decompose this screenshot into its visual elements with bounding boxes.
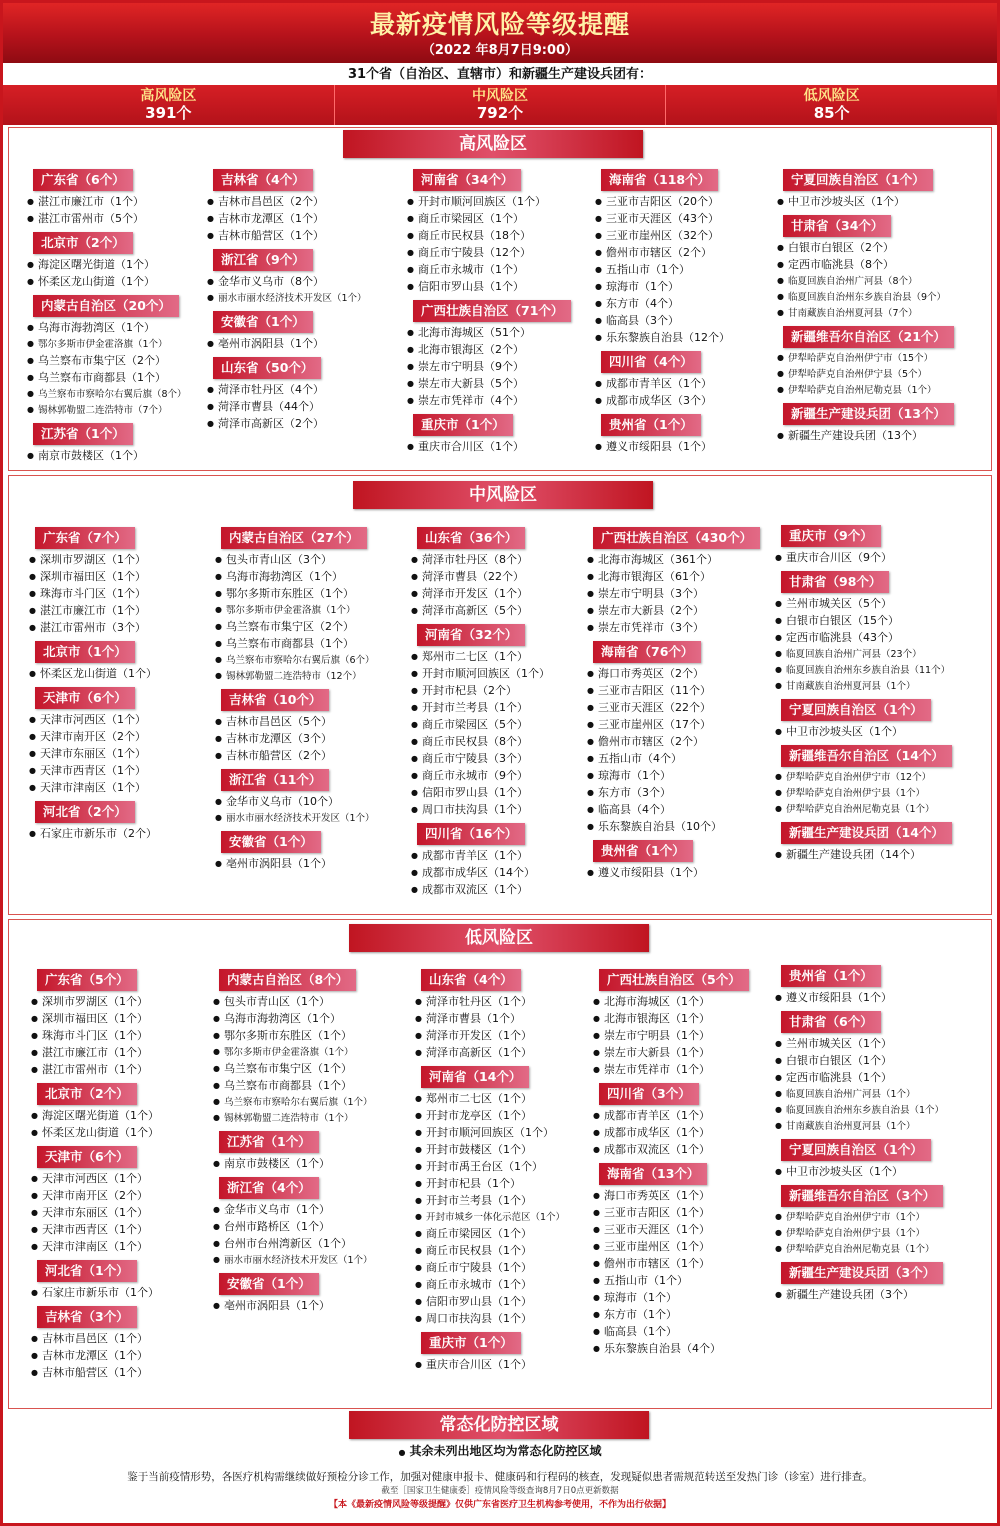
area-item: ● 吉林市船营区（1个）: [201, 228, 396, 245]
area-item: ● 白银市白银区（15个）: [769, 613, 991, 630]
area-item: ● 开封市龙亭区（1个）: [409, 1108, 587, 1125]
area-item: ● 重庆市合川区（9个）: [769, 550, 991, 567]
province-header: 河北省（2个）: [35, 801, 135, 823]
area-item: ● 五指山市（1个）: [589, 262, 765, 279]
area-item: ● 湛江市雷州市（3个）: [23, 620, 213, 637]
province-header: 内蒙古自治区（20个）: [33, 295, 179, 317]
area-item: ● 吉林市龙潭区（1个）: [201, 211, 396, 228]
area-item: ● 三亚市崖州区（17个）: [581, 717, 771, 734]
area-item: ● 成都市双流区（1个）: [587, 1142, 771, 1159]
area-item: ● 白银市白银区（1个）: [769, 1053, 991, 1070]
province-header: 新疆维吾尔自治区（3个）: [781, 1185, 943, 1207]
area-item: ● 乌兰察布市察哈尔右翼后旗（6个）: [209, 653, 409, 669]
area-item: ● 伊犁哈萨克自治州伊宁县（1个）: [769, 1226, 991, 1242]
area-item: ● 崇左市凭祥市（3个）: [581, 620, 771, 637]
area-item: ● 丽水市丽水经济技术开发区（1个）: [209, 811, 409, 827]
area-item: ● 湛江市廉江市（1个）: [21, 194, 211, 211]
area-item: ● 湛江市雷州市（5个）: [21, 211, 211, 228]
province-header: 四川省（4个）: [601, 351, 701, 373]
area-item: ● 中卫市沙坡头区（1个）: [771, 194, 991, 211]
count-label: 低风险区: [803, 88, 860, 104]
area-item: ● 信阳市罗山县（1个）: [409, 1294, 587, 1311]
area-item: ● 三亚市天涯区（22个）: [581, 700, 771, 717]
area-item: ● 遵义市绥阳县（1个）: [581, 865, 771, 882]
area-item: ● 商丘市民权县（18个）: [401, 228, 581, 245]
area-item: ● 三亚市天涯区（1个）: [587, 1222, 771, 1239]
area-item: ● 崇左市大新县（5个）: [401, 376, 581, 393]
province-header: 山东省（50个）: [213, 357, 321, 379]
area-item: ● 开封市兰考县（1个）: [409, 1193, 587, 1210]
area-item: ● 深圳市罗湖区（1个）: [25, 994, 213, 1011]
area-item: ● 伊犁哈萨克自治州尼勒克县（1个）: [769, 1242, 991, 1258]
mid-col-3: [405, 523, 585, 899]
area-item: ● 开封市禹王台区（1个）: [409, 1159, 587, 1176]
area-item: ● 新疆生产建设兵团（13个）: [771, 428, 991, 445]
area-item: ● 儋州市市辖区（2个）: [581, 734, 771, 751]
area-item: ● 锡林郭勒盟二连浩特市（1个）: [207, 1111, 417, 1127]
area-item: ● 开封市顺河回族区（1个）: [401, 194, 581, 211]
area-item: ● 丽水市丽水经济技术开发区（1个）: [207, 1253, 417, 1269]
province-header: 浙江省（4个）: [219, 1177, 319, 1199]
count-label: 高风险区: [140, 88, 197, 104]
count-label: 中风险区: [472, 88, 528, 104]
area-item: ● 琼海市（1个）: [589, 279, 765, 296]
area-item: ● 成都市成华区（1个）: [587, 1125, 771, 1142]
area-item: ● 乌兰察布市商都县（1个）: [207, 1078, 417, 1095]
area-item: ● 临夏回族自治州广河县（23个）: [769, 647, 991, 663]
area-item: ● 伊犁哈萨克自治州尼勒克县（1个）: [769, 802, 991, 818]
province-header: 海南省（76个）: [593, 641, 701, 663]
area-item: ● 鄂尔多斯市东胜区（1个）: [209, 586, 409, 603]
area-item: ● 临高县（4个）: [581, 802, 771, 819]
page-title: 最新疫情风险等级提醒: [369, 10, 630, 39]
area-item: ● 石家庄市新乐市（2个）: [23, 826, 213, 843]
area-item: ● 伊犁哈萨克自治州尼勒克县（1个）: [771, 383, 991, 399]
province-header: 北京市（2个）: [37, 1083, 137, 1105]
province-header: 广西壮族自治区（71个）: [413, 300, 571, 322]
area-item: ● 金华市义乌市（10个）: [209, 794, 409, 811]
area-item: ● 临夏回族自治州广河县（1个）: [769, 1087, 991, 1103]
province-header: 浙江省（9个）: [213, 249, 313, 271]
area-item: ● 东方市（3个）: [581, 785, 771, 802]
area-item: ● 三亚市吉阳区（11个）: [581, 683, 771, 700]
area-item: ● 遵义市绥阳县（1个）: [589, 439, 765, 456]
low-risk-section-title: 低风险区: [349, 924, 649, 952]
province-header: 江苏省（1个）: [33, 423, 133, 445]
area-item: ● 甘南藏族自治州夏河县（7个）: [771, 306, 991, 322]
area-item: ● 吉林市船营区（1个）: [25, 1365, 213, 1382]
province-header: 广东省（7个）: [35, 527, 135, 549]
area-item: ● 兰州市城关区（1个）: [769, 1036, 991, 1053]
area-item: ● 海口市秀英区（2个）: [581, 666, 771, 683]
high-col-3: [401, 165, 581, 456]
area-item: ● 琼海市（1个）: [581, 768, 771, 785]
mid-col-4: [581, 523, 771, 882]
area-item: ● 定西市临洮县（43个）: [769, 630, 991, 647]
area-item: ● 天津市东丽区（1个）: [23, 746, 213, 763]
province-header: 海南省（118个）: [601, 169, 718, 191]
low-col-2: [207, 965, 417, 1315]
mid-col-5: [769, 521, 991, 864]
area-item: ● 临夏回族自治州东乡族自治县（1个）: [769, 1103, 991, 1119]
area-item: ● 菏泽市牡丹区（1个）: [409, 994, 587, 1011]
area-item: ● 吉林市船营区（2个）: [209, 748, 409, 765]
area-item: ● 东方市（4个）: [589, 296, 765, 313]
province-header: 河南省（34个）: [413, 169, 521, 191]
area-item: ● 开封市兰考县（1个）: [405, 700, 585, 717]
area-item: ● 北海市银海区（61个）: [581, 569, 771, 586]
area-item: ● 乌兰察布市商都县（1个）: [209, 636, 409, 653]
province-header: 河北省（1个）: [37, 1260, 137, 1282]
mid-risk-section-title: 中风险区: [353, 481, 653, 509]
area-item: ● 怀柔区龙山街道（1个）: [21, 274, 211, 291]
province-header: 北京市（2个）: [33, 232, 133, 254]
area-item: ● 儋州市市辖区（2个）: [589, 245, 765, 262]
area-item: ● 崇左市宁明县（9个）: [401, 359, 581, 376]
area-item: ● 伊犁哈萨克自治州伊宁县（1个）: [769, 786, 991, 802]
area-item: ● 菏泽市高新区（5个）: [405, 603, 585, 620]
area-item: ● 乌兰察布市集宁区（2个）: [21, 353, 211, 370]
province-header: 重庆市（9个）: [781, 525, 881, 547]
area-item: ● 崇左市凭祥市（4个）: [401, 393, 581, 410]
area-item: ● 亳州市涡阳县（1个）: [209, 856, 409, 873]
high-col-1: [21, 165, 211, 465]
province-header: 安徽省（1个）: [213, 311, 313, 333]
area-item: ● 湛江市廉江市（1个）: [23, 603, 213, 620]
area-item: ● 鄂尔多斯市伊金霍洛旗（1个）: [209, 603, 409, 619]
area-item: ● 怀柔区龙山街道（1个）: [23, 666, 213, 683]
area-item: ● 三亚市崖州区（1个）: [587, 1239, 771, 1256]
area-item: ● 菏泽市开发区（1个）: [405, 586, 585, 603]
province-header: 广东省（5个）: [37, 969, 137, 991]
area-item: ● 开封市顺河回族区（1个）: [405, 666, 585, 683]
area-item: ● 崇左市大新县（2个）: [581, 603, 771, 620]
area-item: ● 儋州市市辖区（1个）: [587, 1256, 771, 1273]
area-item: ● 商丘市永城市（1个）: [409, 1277, 587, 1294]
area-item: ● 乌兰察布市察哈尔右翼后旗（8个）: [21, 387, 211, 403]
area-item: ● 鄂尔多斯市东胜区（1个）: [207, 1028, 417, 1045]
low-col-1: [25, 965, 213, 1382]
area-item: ● 成都市青羊区（1个）: [405, 848, 585, 865]
area-item: ● 北海市海城区（51个）: [401, 325, 581, 342]
area-item: ● 石家庄市新乐市（1个）: [25, 1285, 213, 1302]
province-header: 新疆维吾尔自治区（21个）: [783, 326, 954, 348]
province-header: 四川省（3个）: [599, 1083, 699, 1105]
count-value: 85个: [813, 104, 850, 122]
province-header: 天津市（6个）: [35, 687, 135, 709]
area-item: ● 台州市路桥区（1个）: [207, 1219, 417, 1236]
area-item: ● 商丘市宁陵县（12个）: [401, 245, 581, 262]
area-item: ● 南京市鼓楼区（1个）: [21, 448, 211, 465]
area-item: ● 开封市城乡一体化示范区（1个）: [409, 1210, 587, 1226]
area-item: ● 金华市义乌市（8个）: [201, 274, 396, 291]
province-header: 甘肃省（98个）: [781, 571, 889, 593]
province-header: 河南省（32个）: [417, 624, 525, 646]
province-header: 天津市（6个）: [37, 1146, 137, 1168]
area-item: ● 商丘市宁陵县（3个）: [405, 751, 585, 768]
area-item: ● 菏泽市曹县（1个）: [409, 1011, 587, 1028]
area-item: ● 吉林市昌邑区（5个）: [209, 714, 409, 731]
high-risk-count: [3, 85, 335, 125]
area-item: ● 成都市双流区（1个）: [405, 882, 585, 899]
high-col-5: [771, 165, 991, 445]
area-item: ● 深圳市福田区（1个）: [23, 569, 213, 586]
count-value: 792个: [476, 104, 524, 122]
area-item: ● 天津市河西区（1个）: [25, 1171, 213, 1188]
area-item: ● 湛江市廉江市（1个）: [25, 1045, 213, 1062]
area-item: ● 包头市青山区（3个）: [209, 552, 409, 569]
high-risk-section-title: 高风险区: [343, 130, 643, 158]
low-col-4: [587, 965, 771, 1358]
area-item: ● 台州市台州湾新区（1个）: [207, 1236, 417, 1253]
area-item: ● 临夏回族自治州东乡族自治县（11个）: [769, 663, 991, 679]
area-item: ● 乌兰察布市集宁区（2个）: [209, 619, 409, 636]
area-item: ● 中卫市沙坡头区（1个）: [769, 724, 991, 741]
area-item: ● 乌海市海勃湾区（1个）: [207, 1011, 417, 1028]
province-header: 北京市（1个）: [35, 641, 135, 663]
area-item: ● 天津市南开区（2个）: [25, 1188, 213, 1205]
area-item: ● 商丘市永城市（1个）: [401, 262, 581, 279]
province-header: 内蒙古自治区（27个）: [221, 527, 367, 549]
area-item: ● 信阳市罗山县（1个）: [405, 785, 585, 802]
province-header: 广西壮族自治区（5个）: [599, 969, 749, 991]
mid-risk-count: [335, 85, 667, 125]
province-header: 宁夏回族自治区（1个）: [783, 169, 933, 191]
province-header: 吉林省（3个）: [37, 1306, 137, 1328]
area-item: ● 三亚市崖州区（32个）: [589, 228, 765, 245]
title-banner: [3, 3, 997, 63]
province-header: 内蒙古自治区（8个）: [219, 969, 356, 991]
area-item: ● 伊犁哈萨克自治州伊宁市（15个）: [771, 351, 991, 367]
area-item: ● 湛江市雷州市（1个）: [25, 1062, 213, 1079]
area-item: ● 新疆生产建设兵团（3个）: [769, 1287, 991, 1304]
province-header: 安徽省（1个）: [219, 1273, 319, 1295]
area-item: ● 海淀区曙光街道（1个）: [25, 1108, 213, 1125]
risk-counts-bar: [3, 85, 997, 125]
province-header: 安徽省（1个）: [221, 831, 321, 853]
area-item: ● 崇左市宁明县（1个）: [587, 1028, 771, 1045]
province-header: 吉林省（4个）: [213, 169, 313, 191]
province-header: 新疆生产建设兵团（13个）: [783, 403, 954, 425]
area-item: ● 亳州市涡阳县（1个）: [207, 1298, 417, 1315]
province-header: 宁夏回族自治区（1个）: [781, 1139, 931, 1161]
province-header: 广西壮族自治区（430个）: [593, 527, 760, 549]
area-item: ● 锡林郭勒盟二连浩特市（7个）: [21, 403, 211, 419]
area-item: ● 商丘市梁园区（5个）: [405, 717, 585, 734]
update-date: （2022 年8月7日9:00）: [421, 43, 579, 58]
province-header: 宁夏回族自治区（1个）: [781, 699, 931, 721]
low-col-5: [769, 961, 991, 1304]
area-item: ● 菏泽市曹县（44个）: [201, 399, 396, 416]
area-item: ● 成都市青羊区（1个）: [587, 1108, 771, 1125]
area-item: ● 三亚市吉阳区（1个）: [587, 1205, 771, 1222]
area-item: ● 北海市海城区（1个）: [587, 994, 771, 1011]
province-header: 甘肃省（34个）: [783, 215, 891, 237]
area-item: ● 甘南藏族自治州夏河县（1个）: [769, 679, 991, 695]
area-item: ● 菏泽市牡丹区（8个）: [405, 552, 585, 569]
area-item: ● 临夏回族自治州广河县（8个）: [771, 274, 991, 290]
area-item: ● 东方市（1个）: [587, 1307, 771, 1324]
area-item: ● 天津市西青区（1个）: [25, 1222, 213, 1239]
normal-region-text: ● 其余未列出地区均为常态化防控区域: [3, 1443, 997, 1461]
summary-text: 31个省（自治区、直辖市）和新疆生产建设兵团有：: [347, 67, 653, 82]
area-item: ● 三亚市吉阳区（20个）: [589, 194, 765, 211]
area-item: ● 吉林市龙潭区（1个）: [25, 1348, 213, 1365]
footer-notice: 鉴于当前疫情形势，各医疗机构需继续做好预检分诊工作，加强对健康申报卡、健康码和行程码的核查，发现疑似患者需规范转送至发热门诊（诊室）进行排查。: [127, 1471, 873, 1483]
area-item: ● 深圳市福田区（1个）: [25, 1011, 213, 1028]
province-header: 山东省（36个）: [417, 527, 525, 549]
province-header: 新疆维吾尔自治区（14个）: [781, 745, 952, 767]
province-header: 河南省（14个）: [421, 1066, 529, 1088]
area-item: ● 吉林市龙潭区（3个）: [209, 731, 409, 748]
area-item: ● 天津市河西区（1个）: [23, 712, 213, 729]
area-item: ● 商丘市宁陵县（1个）: [409, 1260, 587, 1277]
area-item: ● 菏泽市曹县（22个）: [405, 569, 585, 586]
area-item: ● 海淀区曙光街道（1个）: [21, 257, 211, 274]
area-item: ● 北海市银海区（2个）: [401, 342, 581, 359]
area-item: ● 遵义市绥阳县（1个）: [769, 990, 991, 1007]
area-item: ● 开封市鼓楼区（1个）: [409, 1142, 587, 1159]
area-item: ● 白银市白银区（2个）: [771, 240, 991, 257]
area-item: ● 伊犁哈萨克自治州伊宁市（1个）: [769, 1210, 991, 1226]
area-item: ● 中卫市沙坡头区（1个）: [769, 1164, 991, 1181]
area-item: ● 乌兰察布市察哈尔右翼后旗（1个）: [207, 1095, 417, 1111]
area-item: ● 三亚市天涯区（43个）: [589, 211, 765, 228]
province-header: 重庆市（1个）: [413, 414, 513, 436]
area-item: ● 崇左市凭祥市（1个）: [587, 1062, 771, 1079]
area-item: ● 临高县（1个）: [587, 1324, 771, 1341]
area-item: ● 乐东黎族自治县（12个）: [589, 330, 765, 347]
province-header: 江苏省（1个）: [219, 1131, 319, 1153]
low-col-3: [409, 965, 587, 1374]
high-col-2: [201, 165, 396, 433]
area-item: ● 吉林市昌邑区（1个）: [25, 1331, 213, 1348]
province-header: 新疆生产建设兵团（3个）: [781, 1262, 943, 1284]
area-item: ● 鄂尔多斯市伊金霍洛旗（1个）: [207, 1045, 417, 1061]
province-header: 广东省（6个）: [33, 169, 133, 191]
area-item: ● 商丘市梁园区（1个）: [409, 1226, 587, 1243]
area-item: ● 周口市扶沟县（1个）: [405, 802, 585, 819]
area-item: ● 成都市成华区（14个）: [405, 865, 585, 882]
area-item: ● 临夏回族自治州东乡族自治县（9个）: [771, 290, 991, 306]
area-item: ● 亳州市涡阳县（1个）: [201, 336, 396, 353]
area-item: ● 信阳市罗山县（1个）: [401, 279, 581, 296]
area-item: ● 鄂尔多斯市伊金霍洛旗（1个）: [21, 337, 211, 353]
province-header: 贵州省（1个）: [601, 414, 701, 436]
area-item: ● 琼海市（1个）: [587, 1290, 771, 1307]
normal-region-title: 常态化防控区域: [349, 1411, 649, 1439]
area-item: ● 定西市临洮县（1个）: [769, 1070, 991, 1087]
area-item: ● 天津市津南区（1个）: [25, 1239, 213, 1256]
count-value: 391个: [145, 104, 192, 122]
area-item: ● 成都市成华区（3个）: [589, 393, 765, 410]
area-item: ● 郑州市二七区（1个）: [409, 1091, 587, 1108]
province-header: 贵州省（1个）: [781, 965, 881, 987]
area-item: ● 开封市顺河回族区（1个）: [409, 1125, 587, 1142]
area-item: ● 商丘市永城市（9个）: [405, 768, 585, 785]
area-item: ● 临高县（3个）: [589, 313, 765, 330]
area-item: ● 崇左市宁明县（3个）: [581, 586, 771, 603]
footer-disclaimer: 【本《最新疫情风险等级提醒》仅供广东省医疗卫生机构参考使用，不作为出行依据】: [328, 1500, 671, 1510]
area-item: ● 乌兰察布市集宁区（1个）: [207, 1061, 417, 1078]
area-item: ● 重庆市合川区（1个）: [409, 1357, 587, 1374]
high-col-4: [589, 165, 765, 456]
area-item: ● 怀柔区龙山街道（1个）: [25, 1125, 213, 1142]
area-item: ● 珠海市斗门区（1个）: [25, 1028, 213, 1045]
province-header: 新疆生产建设兵团（14个）: [781, 822, 952, 844]
area-item: ● 乌兰察布市商都县（1个）: [21, 370, 211, 387]
area-item: ● 天津市津南区（1个）: [23, 780, 213, 797]
area-item: ● 乐东黎族自治县（10个）: [581, 819, 771, 836]
area-item: ● 乌海市海勃湾区（1个）: [209, 569, 409, 586]
area-item: ● 北海市银海区（1个）: [587, 1011, 771, 1028]
footer-source: 截至［国家卫生健康委］疫情风险等级查询8月7日0点更新数据: [381, 1486, 619, 1496]
province-header: 贵州省（1个）: [593, 840, 693, 862]
area-item: ● 南京市鼓楼区（1个）: [207, 1156, 417, 1173]
area-item: ● 伊犁哈萨克自治州伊宁市（12个）: [769, 770, 991, 786]
area-item: ● 郑州市二七区（1个）: [405, 649, 585, 666]
province-header: 浙江省（11个）: [221, 769, 329, 791]
area-item: ● 开封市杞县（2个）: [405, 683, 585, 700]
area-item: ● 乌海市海勃湾区（1个）: [21, 320, 211, 337]
area-item: ● 重庆市合川区（1个）: [401, 439, 581, 456]
area-item: ● 甘南藏族自治州夏河县（1个）: [769, 1119, 991, 1135]
area-item: ● 兰州市城关区（5个）: [769, 596, 991, 613]
area-item: ● 丽水市丽水经济技术开发区（1个）: [201, 291, 396, 307]
area-item: ● 深圳市罗湖区（1个）: [23, 552, 213, 569]
area-item: ● 商丘市梁园区（1个）: [401, 211, 581, 228]
area-item: ● 菏泽市高新区（1个）: [409, 1045, 587, 1062]
area-item: ● 包头市青山区（1个）: [207, 994, 417, 1011]
area-item: ● 乐东黎族自治县（4个）: [587, 1341, 771, 1358]
province-header: 甘肃省（6个）: [781, 1011, 881, 1033]
area-item: ● 周口市扶沟县（1个）: [409, 1311, 587, 1328]
area-item: ● 海口市秀英区（1个）: [587, 1188, 771, 1205]
area-item: ● 珠海市斗门区（1个）: [23, 586, 213, 603]
area-item: ● 成都市青羊区（1个）: [589, 376, 765, 393]
mid-col-2: [209, 523, 409, 873]
area-item: ● 五指山市（1个）: [587, 1273, 771, 1290]
area-item: ● 吉林市昌邑区（2个）: [201, 194, 396, 211]
area-item: ● 崇左市大新县（1个）: [587, 1045, 771, 1062]
area-item: ● 定西市临洮县（8个）: [771, 257, 991, 274]
area-item: ● 伊犁哈萨克自治州伊宁县（5个）: [771, 367, 991, 383]
low-risk-count: [666, 85, 997, 125]
area-item: ● 新疆生产建设兵团（14个）: [769, 847, 991, 864]
area-item: ● 开封市杞县（1个）: [409, 1176, 587, 1193]
mid-col-1: [23, 523, 213, 843]
area-item: ● 金华市义乌市（1个）: [207, 1202, 417, 1219]
area-item: ● 商丘市民权县（8个）: [405, 734, 585, 751]
area-item: ● 商丘市民权县（1个）: [409, 1243, 587, 1260]
area-item: ● 天津市南开区（2个）: [23, 729, 213, 746]
footer: [3, 1469, 997, 1512]
area-item: ● 菏泽市开发区（1个）: [409, 1028, 587, 1045]
province-header: 吉林省（10个）: [221, 689, 329, 711]
area-item: ● 五指山市（4个）: [581, 751, 771, 768]
province-header: 山东省（4个）: [421, 969, 521, 991]
area-item: ● 天津市西青区（1个）: [23, 763, 213, 780]
province-header: 四川省（16个）: [417, 823, 525, 845]
area-item: ● 菏泽市牡丹区（4个）: [201, 382, 396, 399]
area-item: ● 锡林郭勒盟二连浩特市（12个）: [209, 669, 409, 685]
area-item: ● 天津市东丽区（1个）: [25, 1205, 213, 1222]
province-header: 重庆市（1个）: [421, 1332, 521, 1354]
area-item: ● 菏泽市高新区（2个）: [201, 416, 396, 433]
province-header: 海南省（13个）: [599, 1163, 707, 1185]
area-item: ● 北海市海城区（361个）: [581, 552, 771, 569]
